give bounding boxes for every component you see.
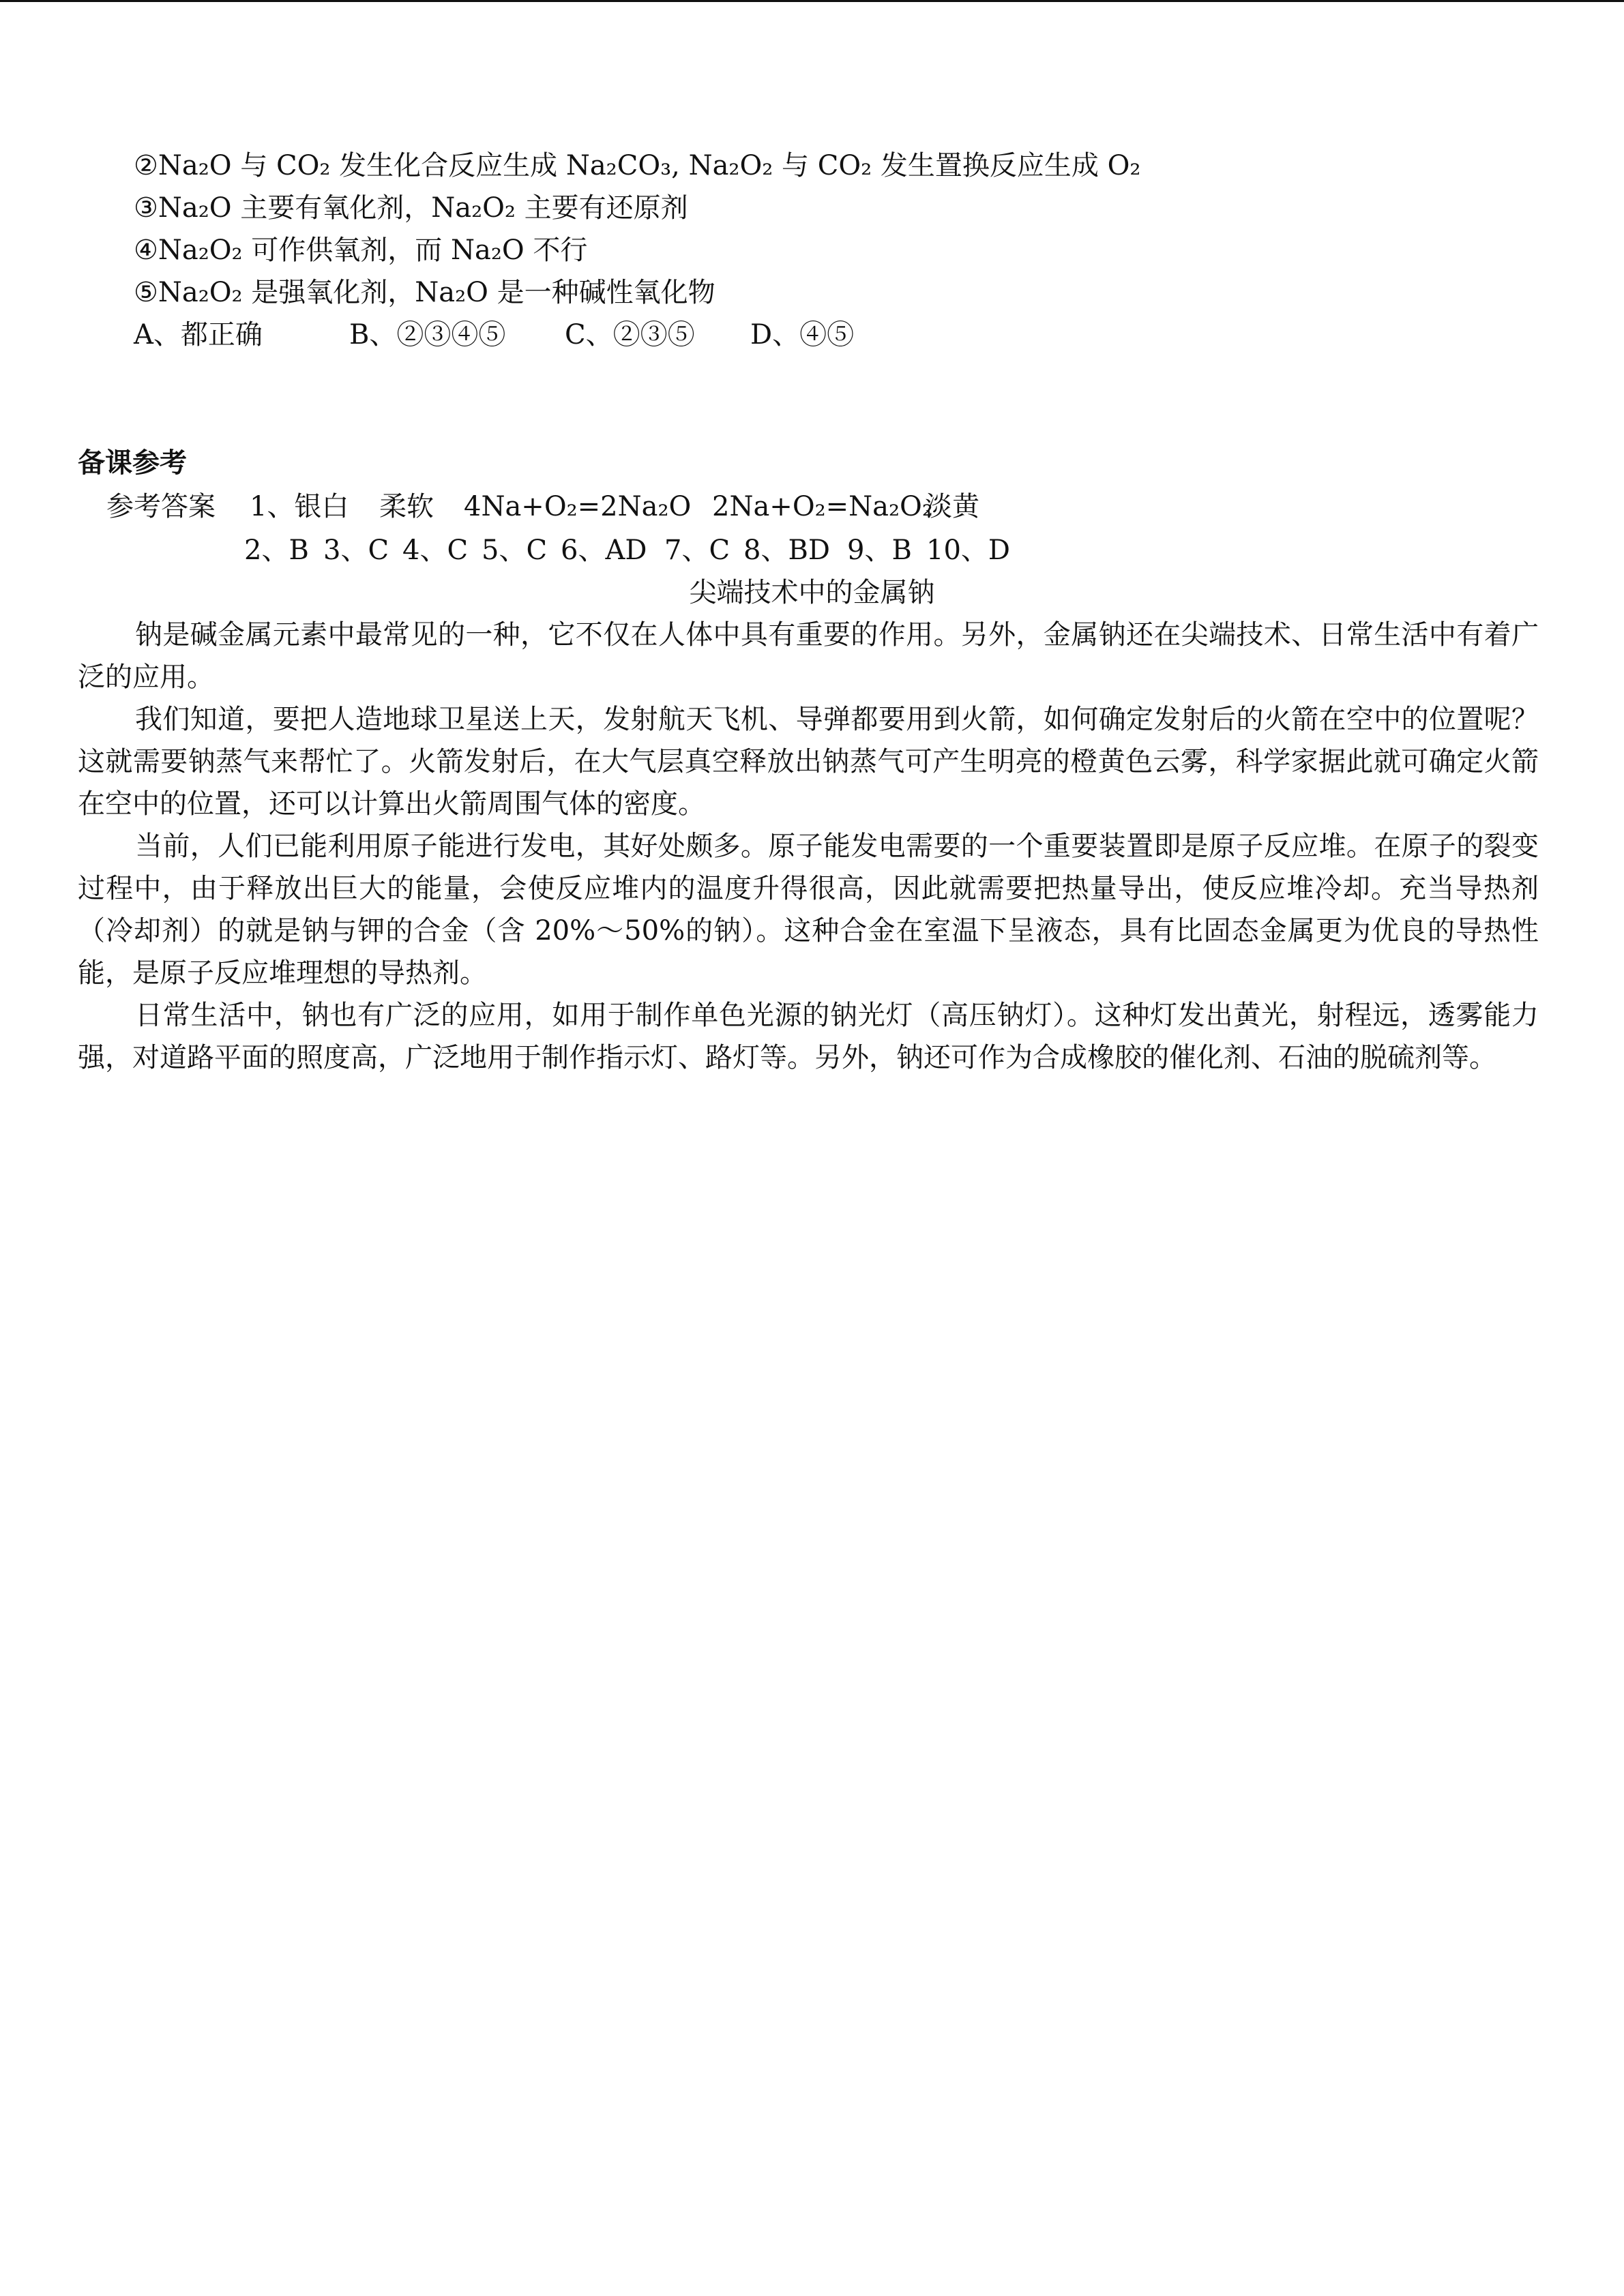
article-paragraph-4: 日常生活中，钠也有广泛的应用，如用于制作单色光源的钠光灯（高压钠灯）。这种灯发出黄光，射程远，透雾能力强，对道路平面的照度高，广泛地用于制作指示灯、路灯等。另外，钠还可作为合成橡胶的催化剂、石油的脱硫剂等。: [78, 1000, 1539, 1073]
option-b: B、②③④⑤: [349, 319, 506, 351]
option-c: C、②③⑤: [565, 319, 695, 351]
answers-line-2: [244, 529, 1010, 571]
answer-8: 8、BD: [743, 535, 830, 566]
answer-1e: 淡黄: [925, 491, 979, 522]
article-paragraph-2: 我们知道，要把人造地球卫星送上天，发射航天飞机、导弹都要用到火箭，如何确定发射后的火箭在空中的位置呢？这就需要钠蒸气来帮忙了。火箭发射后，在大气层真空释放出钠蒸气可产生明亮的橙黄色云雾，科学家据此就可确定火箭在空中的位置，还可以计算出火箭周围气体的密度。: [78, 704, 1539, 820]
article-paragraph-1: 钠是碱金属元素中最常见的一种，它不仅在人体中具有重要的作用。另外，金属钠还在尖端技术、日常生活中有着广泛的应用。: [78, 619, 1539, 693]
statement-2: ②Na₂O 与 CO₂ 发生化合反应生成 Na₂CO₃, Na₂O₂ 与 CO₂ 发生置换反应生成 O₂: [134, 150, 1141, 181]
section-heading: 备课参考: [78, 447, 187, 479]
answer-1b: 柔软: [379, 491, 434, 522]
answer-1c: 4Na+O₂=2Na₂O: [464, 491, 692, 522]
answer-1: 1、银白: [250, 491, 349, 522]
answer-2: 2、B: [244, 535, 309, 566]
statement-5: ⑤Na₂O₂ 是强氧化剂，Na₂O 是一种碱性氧化物: [134, 277, 715, 308]
answer-3: 3、C: [323, 535, 389, 566]
answer-7: 7、C: [664, 535, 730, 566]
answer-10: 10、D: [926, 535, 1010, 566]
statement-3: ③Na₂O 主要有氧化剂，Na₂O₂ 主要有还原剂: [134, 192, 688, 224]
answer-9: 9、B: [847, 535, 912, 566]
article-paragraph-3: 当前，人们已能利用原子能进行发电，其好处颇多。原子能发电需要的一个重要装置即是原子反应堆。在原子的裂变过程中，由于释放出巨大的能量，会使反应堆内的温度升得很高，因此就需要把热量导出，使反应堆冷却。充当导热剂（冷却剂）的就是钠与钾的合金（含 20%～50%的钠）。这种合金在室温下呈液态，具有比固态金属更为优良的导热性能，是原子反应堆理想的导热剂。: [78, 831, 1539, 989]
article-title: 尖端技术中的金属钠: [689, 577, 935, 608]
answer-label: 参考答案: [106, 491, 216, 522]
answer-1d: 2Na+O₂=Na₂O₂: [712, 491, 933, 522]
answer-options: [134, 314, 854, 356]
answer-6: 6、AD: [561, 535, 647, 566]
answer-4: 4、C: [402, 535, 469, 566]
page-top-border: [0, 0, 1624, 2]
statement-4: ④Na₂O₂ 可作供氧剂，而 Na₂O 不行: [134, 235, 588, 266]
answer-5: 5、C: [482, 535, 548, 566]
option-a: A、都正确: [134, 319, 263, 351]
answers-line-1: [106, 486, 979, 528]
option-d: D、④⑤: [750, 319, 855, 351]
